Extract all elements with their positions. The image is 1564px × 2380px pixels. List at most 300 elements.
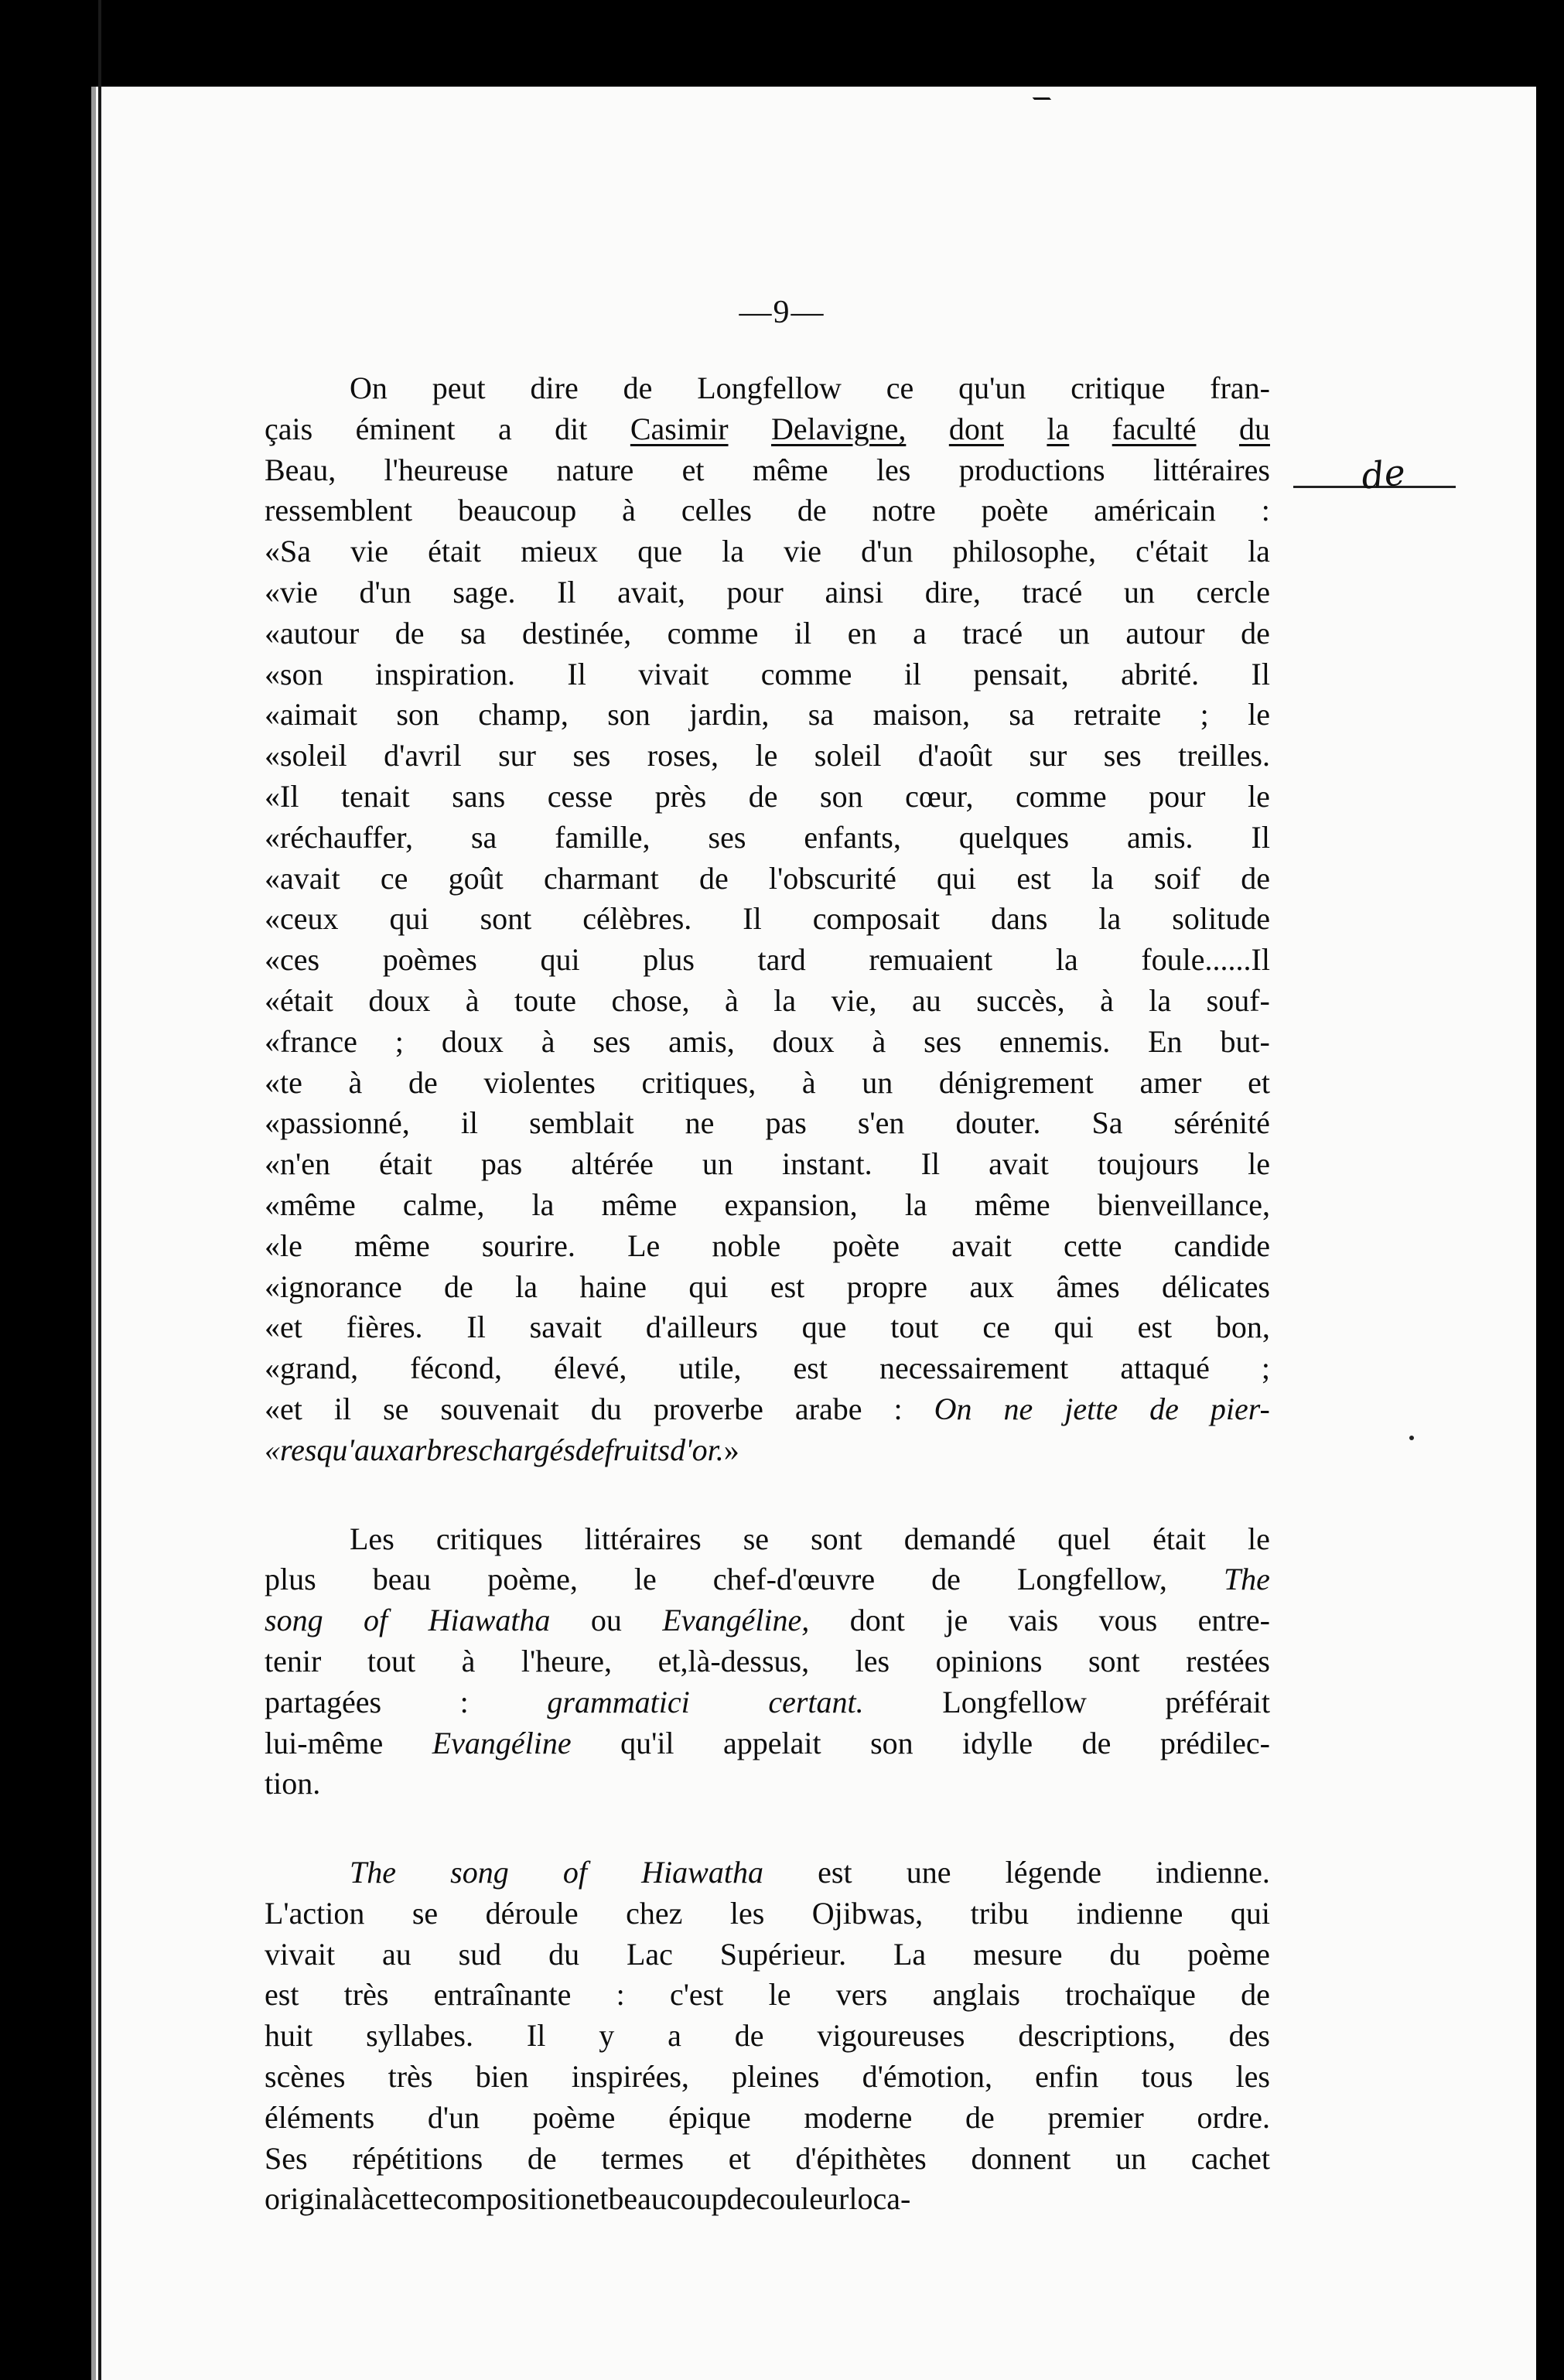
text-line: [265, 613, 1270, 654]
word: calme,: [402, 1187, 485, 1222]
word: un: [862, 1064, 893, 1100]
word: d'épithètes: [795, 2140, 927, 2176]
text-line: [265, 1348, 1270, 1389]
word: la: [1055, 942, 1078, 978]
text-line: [265, 1682, 1270, 1723]
word: éléments: [265, 2099, 375, 2135]
word: il: [903, 656, 922, 691]
word: propre: [846, 1269, 927, 1304]
word: qui: [1230, 1895, 1270, 1931]
text-line: [265, 736, 1270, 777]
word: bon,: [1215, 1310, 1270, 1345]
word: souvenait: [440, 1391, 559, 1426]
word: solitude: [1172, 901, 1270, 937]
word: chef-d'œuvre: [712, 1562, 876, 1597]
word: s'en: [857, 1105, 905, 1141]
word: tout: [367, 1643, 416, 1678]
word: dont: [948, 411, 1004, 446]
word: toute: [514, 982, 577, 1018]
word: de: [527, 2140, 557, 2176]
word: The: [1223, 1562, 1270, 1597]
word: :: [616, 1977, 625, 2013]
word: «aimait: [265, 697, 357, 732]
word: poème: [1187, 1936, 1270, 1972]
word: sérénité: [1173, 1105, 1270, 1141]
word: la: [531, 1187, 555, 1222]
word: plus: [265, 1562, 316, 1597]
word: qui: [937, 860, 977, 896]
word: «réchauffer,: [265, 819, 413, 855]
word: peut: [432, 370, 486, 405]
word: éminent: [355, 411, 456, 446]
word: cercle: [1196, 574, 1270, 610]
word: le: [768, 1977, 791, 2013]
word: «france: [265, 1023, 357, 1059]
word: un: [1115, 2140, 1147, 2176]
scan-speck: [1409, 1436, 1414, 1440]
word: avait: [989, 1146, 1049, 1182]
word: tous: [1141, 2059, 1193, 2095]
word: est: [793, 1350, 828, 1386]
word: Il: [743, 901, 762, 937]
word: violentes: [483, 1064, 596, 1100]
word: ou: [590, 1603, 622, 1638]
word: opinions: [935, 1643, 1043, 1678]
text-line: [265, 1893, 1270, 1934]
word: à: [1100, 982, 1114, 1018]
word: des: [1228, 2018, 1270, 2054]
text-line: [265, 940, 1270, 981]
word: quel: [1057, 1521, 1112, 1556]
word: dire: [530, 370, 579, 405]
word: candide: [1173, 1228, 1270, 1263]
word: ne: [685, 1105, 715, 1141]
word: souf-: [1206, 982, 1270, 1018]
word: vie: [350, 534, 388, 569]
word: abrité.: [1121, 656, 1200, 691]
word: dit: [555, 411, 588, 446]
word: en: [847, 615, 877, 650]
word: vivait: [265, 1936, 336, 1972]
word: Le: [627, 1228, 661, 1263]
word: anglais: [932, 1977, 1020, 2013]
word: critiques: [435, 1521, 543, 1556]
word: comme: [1015, 778, 1107, 814]
word: un: [1058, 615, 1090, 650]
handwritten-margin-note: de: [1359, 451, 1408, 497]
word: «Il: [265, 778, 299, 814]
word: Hiawatha: [428, 1603, 551, 1638]
text-line: [265, 899, 1270, 940]
word: ses: [924, 1023, 962, 1059]
word: âmes: [1056, 1269, 1120, 1304]
text-line: [265, 2098, 1270, 2139]
word: au: [911, 982, 941, 1018]
word: Supérieur.: [719, 1936, 847, 1972]
word: littéraires: [584, 1521, 702, 1556]
word: »: [723, 1432, 739, 1467]
word: pas: [765, 1105, 807, 1141]
word: à: [465, 982, 480, 1018]
word: tracé: [962, 615, 1023, 650]
word: même: [601, 1187, 678, 1222]
word: dénigrement: [938, 1064, 1094, 1100]
word: celles: [681, 493, 752, 528]
word: vers: [835, 1977, 888, 2013]
word: jardin,: [689, 697, 770, 732]
word: tard: [757, 942, 806, 978]
word: beaucoup: [608, 2181, 727, 2217]
word: sont: [1088, 1643, 1140, 1678]
word: chez: [626, 1895, 683, 1931]
word: il: [460, 1105, 479, 1141]
word: charmant: [543, 860, 659, 896]
word: d'août: [917, 738, 992, 773]
word: de: [444, 1269, 473, 1304]
word: termes: [601, 2140, 685, 2176]
text-line: [265, 2016, 1270, 2057]
text-line: [265, 1022, 1270, 1063]
word: et: [586, 2181, 609, 2217]
word: pier-: [1210, 1391, 1270, 1426]
word: de: [797, 493, 827, 528]
word: savait: [529, 1310, 602, 1345]
word: à: [872, 1023, 886, 1059]
paragraph-gap: [265, 1471, 1270, 1519]
word: «vie: [265, 574, 318, 610]
word: de: [1241, 860, 1270, 896]
word: tribu: [970, 1895, 1030, 1931]
text-line: [265, 777, 1270, 818]
word: philosophe,: [952, 534, 1096, 569]
word: est: [818, 1855, 852, 1890]
word: «ceux: [265, 901, 339, 937]
word: comme: [667, 615, 759, 650]
body-text: [265, 368, 1270, 2220]
word: son: [607, 697, 651, 732]
word: Il: [557, 574, 576, 610]
word: «et: [265, 1391, 302, 1426]
word: arabe: [794, 1391, 862, 1426]
word: ressemblent: [265, 493, 413, 528]
word: autour: [1125, 615, 1205, 650]
word: douter.: [955, 1105, 1041, 1141]
text-line: [265, 2139, 1270, 2180]
word: de: [734, 2018, 764, 2054]
word: légende: [1005, 1855, 1102, 1890]
word: est: [770, 1269, 805, 1304]
word: maison,: [872, 697, 970, 732]
word: nature: [556, 452, 634, 487]
word: de: [748, 778, 778, 814]
word: même: [752, 452, 828, 487]
word: le: [1248, 1521, 1270, 1556]
word: inspiration.: [374, 656, 516, 691]
word: ;: [394, 1023, 404, 1059]
word: poète: [981, 493, 1049, 528]
word: c'était: [1135, 534, 1208, 569]
word: On: [934, 1391, 972, 1426]
word: notre: [872, 493, 936, 528]
word: qu'aux: [316, 1432, 399, 1467]
word: restées: [1186, 1643, 1270, 1678]
word: :: [893, 1391, 903, 1426]
text-line: [265, 1600, 1270, 1641]
word: de: [1081, 1725, 1112, 1760]
word: The: [350, 1855, 396, 1890]
word: ainsi: [825, 574, 884, 610]
word: Longfellow: [942, 1684, 1087, 1719]
word: La: [893, 1936, 927, 1972]
word: Beau,: [265, 452, 336, 487]
word: à: [348, 1064, 363, 1100]
word: sage.: [452, 574, 516, 610]
text-line: [265, 1267, 1270, 1308]
word: de: [394, 615, 425, 650]
word: of: [562, 1855, 588, 1890]
word: Il: [466, 1310, 486, 1345]
word: attaqué: [1120, 1350, 1210, 1386]
text-line: [265, 368, 1270, 409]
word: vie,: [831, 982, 877, 1018]
text-line: [265, 981, 1270, 1022]
word: appelait: [723, 1725, 821, 1760]
word: mesure: [973, 1936, 1063, 1972]
word: «te: [265, 1064, 302, 1100]
word: se: [743, 1521, 770, 1556]
word: de: [931, 1562, 961, 1597]
word: song: [265, 1603, 323, 1638]
word: Lac: [626, 1936, 673, 1972]
word: qui: [540, 942, 580, 978]
word: instant.: [781, 1146, 872, 1182]
word: syllabes.: [366, 2018, 473, 2054]
text-line: [265, 1975, 1270, 2016]
word: beaucoup: [457, 493, 577, 528]
word: sa: [808, 697, 835, 732]
word: ce: [380, 860, 408, 896]
word: roses,: [647, 738, 719, 773]
word: cette: [1063, 1228, 1122, 1263]
word: d'avril: [384, 738, 462, 773]
text-line: [265, 1852, 1270, 1893]
word: ce: [982, 1310, 1010, 1345]
word: de: [1149, 1391, 1179, 1426]
word: de: [698, 860, 729, 896]
word: cachet: [1190, 2140, 1270, 2176]
word: que: [801, 1310, 847, 1345]
word: près: [654, 778, 707, 814]
word: cette: [374, 2181, 433, 2217]
word: «était: [265, 982, 333, 1018]
text-line: [265, 1723, 1270, 1764]
word: pleines: [732, 2059, 820, 2095]
word: d'or.: [670, 1432, 724, 1467]
paragraph-longfellow-quote: [265, 368, 1270, 1471]
word: épique: [668, 2099, 751, 2135]
word: soleil: [814, 738, 882, 773]
word: vivait: [638, 656, 709, 691]
word: noble: [712, 1228, 781, 1263]
word: trochaïque: [1065, 1977, 1196, 2013]
word: comme: [760, 656, 852, 691]
word: prédilec-: [1159, 1725, 1270, 1760]
word: de: [408, 1064, 438, 1100]
word: fières.: [346, 1310, 423, 1345]
word: enfants,: [804, 819, 901, 855]
word: semblait: [529, 1105, 634, 1141]
word: donnent: [971, 2140, 1071, 2176]
word: On: [350, 370, 388, 405]
word: de: [1241, 615, 1270, 650]
word: plus: [643, 942, 695, 978]
word: au: [381, 1936, 411, 1972]
word: scènes: [265, 2059, 346, 2095]
word: remuaient: [869, 942, 993, 978]
word: le: [1248, 778, 1270, 814]
word: dont: [849, 1603, 905, 1638]
word: bien: [475, 2059, 529, 2095]
word: Il: [567, 656, 586, 691]
word: doux: [772, 1023, 835, 1059]
word: sont: [811, 1521, 862, 1556]
word: qui: [389, 901, 429, 937]
word: vous: [1098, 1603, 1158, 1638]
word: premier: [1047, 2099, 1144, 2135]
word: couleur: [756, 2181, 849, 2217]
word: doux: [441, 1023, 504, 1059]
word: «res: [265, 1432, 317, 1467]
word: les: [729, 1895, 765, 1931]
paragraph-masterpiece: [265, 1519, 1270, 1805]
word: Evangéline: [432, 1725, 572, 1760]
word: vigoureuses: [817, 2018, 965, 2054]
word: ennemis.: [999, 1023, 1111, 1059]
word: déroule: [485, 1895, 579, 1931]
word: poème,: [487, 1562, 578, 1597]
word: la: [722, 534, 744, 569]
word: la: [1248, 534, 1270, 569]
word: est: [265, 1977, 299, 2013]
word: «Sa: [265, 534, 311, 569]
word: un: [1123, 574, 1155, 610]
word: sont: [480, 901, 532, 937]
word: but-: [1220, 1023, 1270, 1059]
word: amis,: [668, 1023, 735, 1059]
word: et: [728, 2140, 751, 2176]
word: «grand,: [265, 1350, 359, 1386]
text-line: [265, 450, 1270, 491]
word: du: [590, 1391, 622, 1426]
word: Il: [1251, 656, 1270, 691]
word: a: [497, 411, 512, 446]
word: cœur,: [905, 778, 974, 814]
word: poème: [532, 2099, 616, 2135]
word: de: [623, 370, 653, 405]
word: littéraires: [1153, 452, 1270, 487]
word: la: [1098, 901, 1122, 937]
word: vais: [1008, 1603, 1059, 1638]
word: son: [396, 697, 439, 732]
text-line: [265, 1389, 1270, 1430]
word: de: [965, 2099, 995, 2135]
word: L'action: [265, 1895, 365, 1931]
word: arbres: [398, 1432, 479, 1467]
word: sur: [498, 738, 536, 773]
word: pas: [480, 1146, 523, 1182]
word: Il: [920, 1146, 941, 1182]
word: composition: [432, 2181, 586, 2217]
word: à: [461, 1643, 476, 1678]
word: proverbe: [653, 1391, 763, 1426]
word: goût: [448, 860, 504, 896]
word: «passionné,: [265, 1105, 410, 1141]
word: «son: [265, 656, 323, 691]
word: tenait: [340, 778, 410, 814]
word: Il: [526, 2018, 546, 2054]
word: qui: [1053, 1310, 1094, 1345]
word: lui-même: [265, 1725, 384, 1760]
word: beau: [372, 1562, 432, 1597]
text-line: [265, 695, 1270, 736]
word: de: [726, 2181, 756, 2217]
text-line: [265, 1063, 1270, 1104]
word: était: [379, 1146, 432, 1182]
word: un: [702, 1146, 733, 1182]
word: ce: [886, 370, 914, 405]
word: soif: [1154, 860, 1201, 896]
word: doux: [368, 982, 431, 1018]
word: jette: [1064, 1391, 1118, 1426]
word: critiques,: [641, 1064, 756, 1100]
word: composait: [812, 901, 941, 937]
text-line: [265, 1144, 1270, 1185]
word: indienne: [1076, 1895, 1183, 1931]
text-line: [265, 531, 1270, 572]
paragraph-hiawatha: [265, 1852, 1270, 2220]
word: «ces: [265, 942, 320, 978]
word: original: [265, 2181, 361, 2217]
word: à: [622, 493, 636, 528]
word: Hiawatha: [641, 1855, 763, 1890]
word: «soleil: [265, 738, 347, 773]
word: se: [411, 1895, 439, 1931]
word: ses: [1103, 738, 1142, 773]
text-line: [265, 818, 1270, 859]
word: d'un: [861, 534, 913, 569]
word: partagées: [265, 1684, 382, 1719]
text-line: [265, 1934, 1270, 1975]
word: cesse: [547, 778, 613, 814]
word: indienne.: [1156, 1855, 1270, 1890]
word: et: [681, 452, 705, 487]
word: ne: [1003, 1391, 1033, 1426]
word: En: [1148, 1023, 1183, 1059]
word: dire,: [924, 574, 981, 610]
word: inspirées,: [571, 2059, 689, 2095]
word: Casimir: [630, 411, 729, 446]
word: foule......Il: [1141, 942, 1270, 978]
word: productions: [958, 452, 1105, 487]
word: loca-: [849, 2181, 911, 2217]
word: se: [383, 1391, 409, 1426]
word: du: [548, 1936, 580, 1972]
word: ses: [572, 738, 611, 773]
word: sa: [460, 615, 487, 650]
text-line: [265, 2057, 1270, 2098]
word: poète: [832, 1228, 900, 1263]
word: d'ailleurs: [645, 1310, 758, 1345]
